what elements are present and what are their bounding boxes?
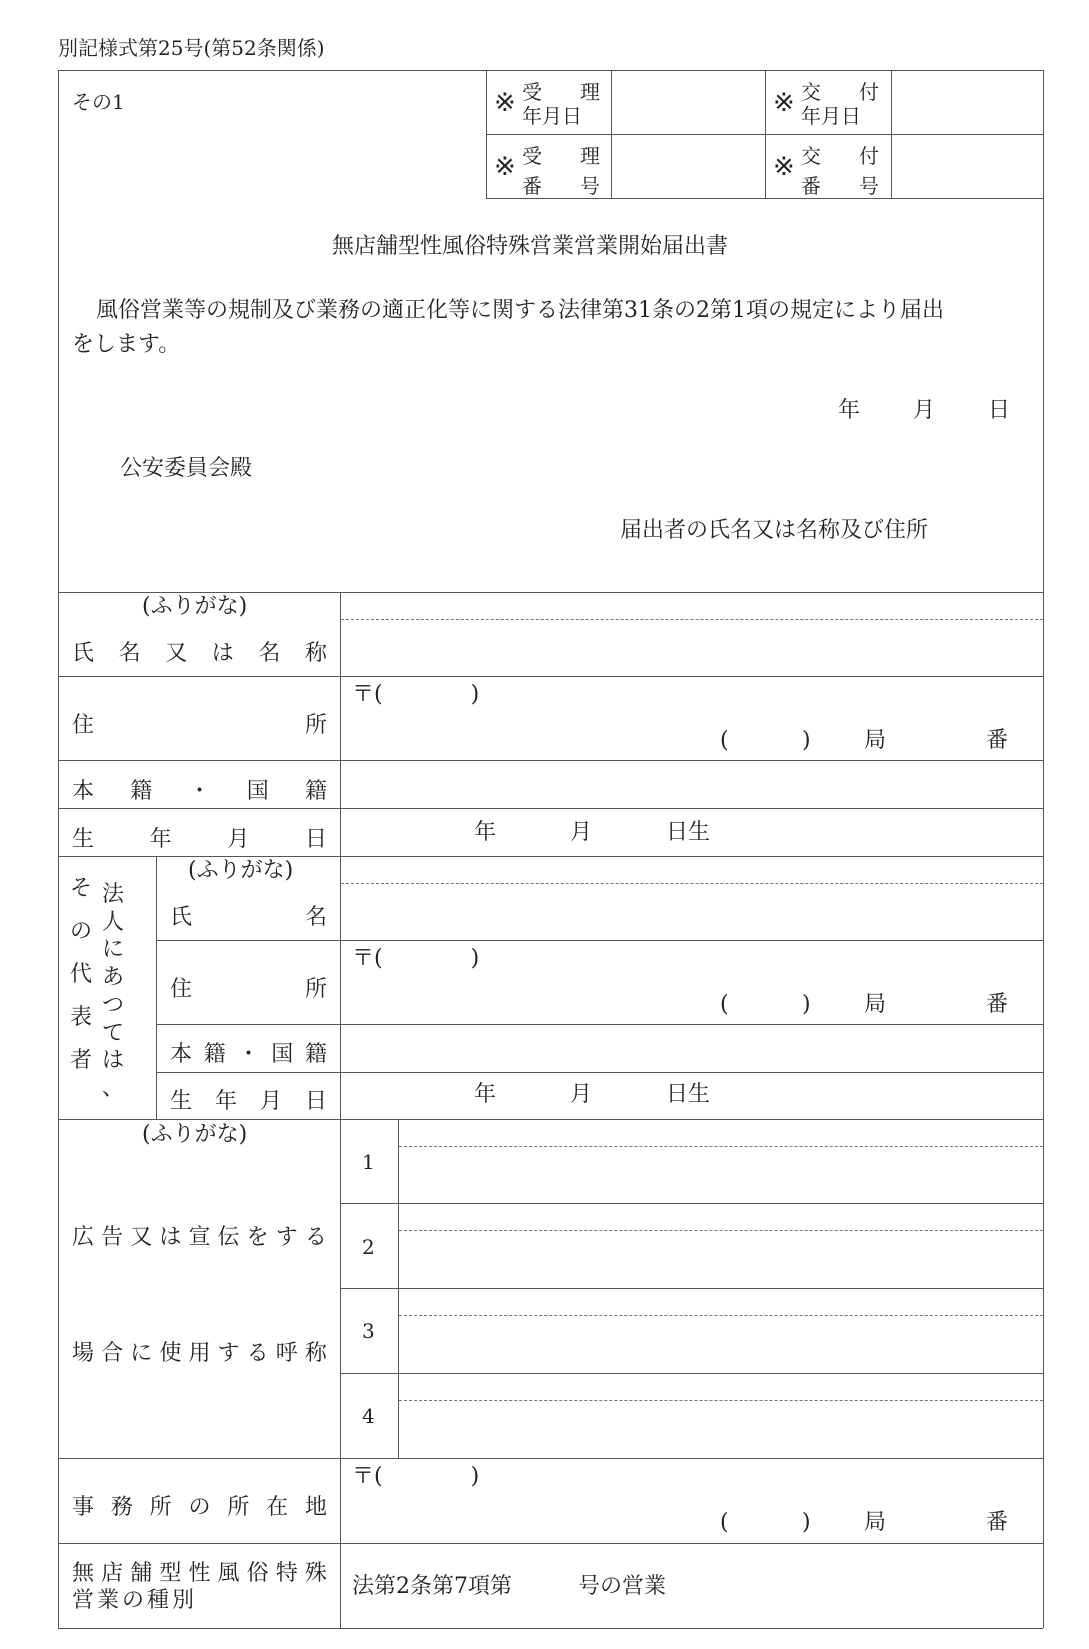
- ad-name-field-1[interactable]: [400, 1120, 1042, 1202]
- rep-address-postal: 〒( ): [352, 946, 480, 971]
- business-type-label-line1: 無 店 舗 型 性 風 俗 特 殊: [72, 1561, 327, 1586]
- birth-date-value: 年 月 日生: [474, 820, 711, 845]
- address-label: 住 所: [72, 713, 327, 738]
- ad-label-line2: 場 合 に 使 用 す る 呼 称: [72, 1341, 327, 1366]
- issue-no-field[interactable]: [892, 135, 1042, 197]
- receipt-no-label-top: 受 理: [522, 144, 600, 168]
- ad-number-1: 1: [362, 1150, 375, 1174]
- frame-left: [58, 70, 59, 1628]
- ad-label-line1: 広 告 又 は 宣 伝 を す る: [72, 1225, 327, 1250]
- name-furigana-label: (ふりがな): [142, 594, 248, 619]
- birth-label: 生 年 月 日: [72, 827, 327, 852]
- issue-date-field[interactable]: [892, 71, 1042, 133]
- name-label: 氏 名 又 は 名 称: [72, 641, 327, 666]
- address-postal: 〒( ): [352, 682, 480, 707]
- birth-date-field[interactable]: [342, 809, 1042, 855]
- rep-birth-label: 生 年 月 日: [170, 1089, 327, 1114]
- sono-label: その1: [72, 90, 125, 114]
- addressee: 公安委員会殿: [120, 456, 253, 481]
- address-phone: ( ) 局 番: [720, 728, 1009, 753]
- rep-name-label: 氏 名: [170, 905, 327, 930]
- honseki-field[interactable]: [342, 761, 1042, 807]
- ad-number-4: 4: [362, 1404, 375, 1428]
- receipt-no-field[interactable]: [612, 135, 764, 197]
- notification-date: 年 月 日: [838, 398, 1010, 423]
- receipt-date-field[interactable]: [612, 71, 764, 133]
- rep-honseki-field[interactable]: [342, 1025, 1042, 1071]
- office-postal: 〒( ): [352, 1464, 480, 1489]
- issue-date-label-top: 交 付: [801, 80, 879, 104]
- rep-address-label: 住 所: [170, 977, 327, 1002]
- rep-name-field[interactable]: [342, 857, 1042, 939]
- rep-address-phone: ( ) 局 番: [720, 992, 1009, 1017]
- rep-inner-label: 法 人 に あ つ て は 、: [101, 882, 124, 1101]
- honseki-label: 本 籍 ・ 国 籍: [72, 779, 327, 804]
- issue-no-label-bottom: 番 号: [801, 174, 879, 198]
- document-title: 無店舗型性風俗特殊営業営業開始届出書: [332, 234, 729, 259]
- office-location-field[interactable]: [342, 1459, 1042, 1542]
- ad-number-2: 2: [362, 1235, 375, 1259]
- frame-right: [1043, 70, 1044, 1628]
- office-phone: ( ) 局 番: [720, 1510, 1009, 1535]
- rep-birth-date-field[interactable]: [342, 1073, 1042, 1118]
- body-text-line1: 風俗営業等の規制及び業務の適正化等に関する法律第31条の2第1項の規定により届出: [96, 298, 944, 323]
- rep-outer-label: そ の 代 表 者: [69, 876, 92, 1073]
- business-type-value-suffix: 号の営業: [578, 1574, 667, 1599]
- mark-receipt-date: ※: [494, 88, 516, 118]
- rep-birth-date-value: 年 月 日生: [474, 1082, 711, 1107]
- receipt-date-label-top: 受 理: [522, 80, 600, 104]
- form-label: 別記様式第25号(第52条関係): [58, 36, 325, 60]
- ad-number-3: 3: [362, 1319, 375, 1343]
- issue-date-label-bottom: 年月日: [801, 104, 861, 128]
- rep-address-field[interactable]: [342, 941, 1042, 1023]
- mark-receipt-no: ※: [494, 152, 516, 182]
- ad-name-field-2[interactable]: [400, 1205, 1042, 1287]
- body-text-line2: をします。: [72, 332, 181, 357]
- receipt-no-label-bottom: 番 号: [522, 174, 600, 198]
- rep-furigana-label: (ふりがな): [188, 858, 294, 883]
- notifier-label: 届出者の氏名又は名称及び住所: [620, 518, 929, 543]
- business-type-number-field[interactable]: [534, 1570, 574, 1604]
- ad-name-field-4[interactable]: [400, 1375, 1042, 1457]
- frame-bottom: [58, 1628, 1043, 1629]
- business-type-label-line2: 営業の種別: [72, 1588, 198, 1613]
- ad-furigana-label: (ふりがな): [142, 1122, 248, 1147]
- office-location-label: 事 務 所 の 所 在 地: [72, 1495, 327, 1520]
- business-type-value-prefix: 法第2条第7項第: [352, 1574, 512, 1599]
- mark-issue-date: ※: [773, 88, 795, 118]
- issue-no-label-top: 交 付: [801, 144, 879, 168]
- ad-name-field-3[interactable]: [400, 1290, 1042, 1372]
- mark-issue-no: ※: [773, 152, 795, 182]
- receipt-date-label-bottom: 年月日: [522, 104, 582, 128]
- address-field[interactable]: [342, 677, 1042, 759]
- name-field[interactable]: [342, 593, 1042, 675]
- rep-honseki-label: 本 籍 ・ 国 籍: [170, 1042, 327, 1067]
